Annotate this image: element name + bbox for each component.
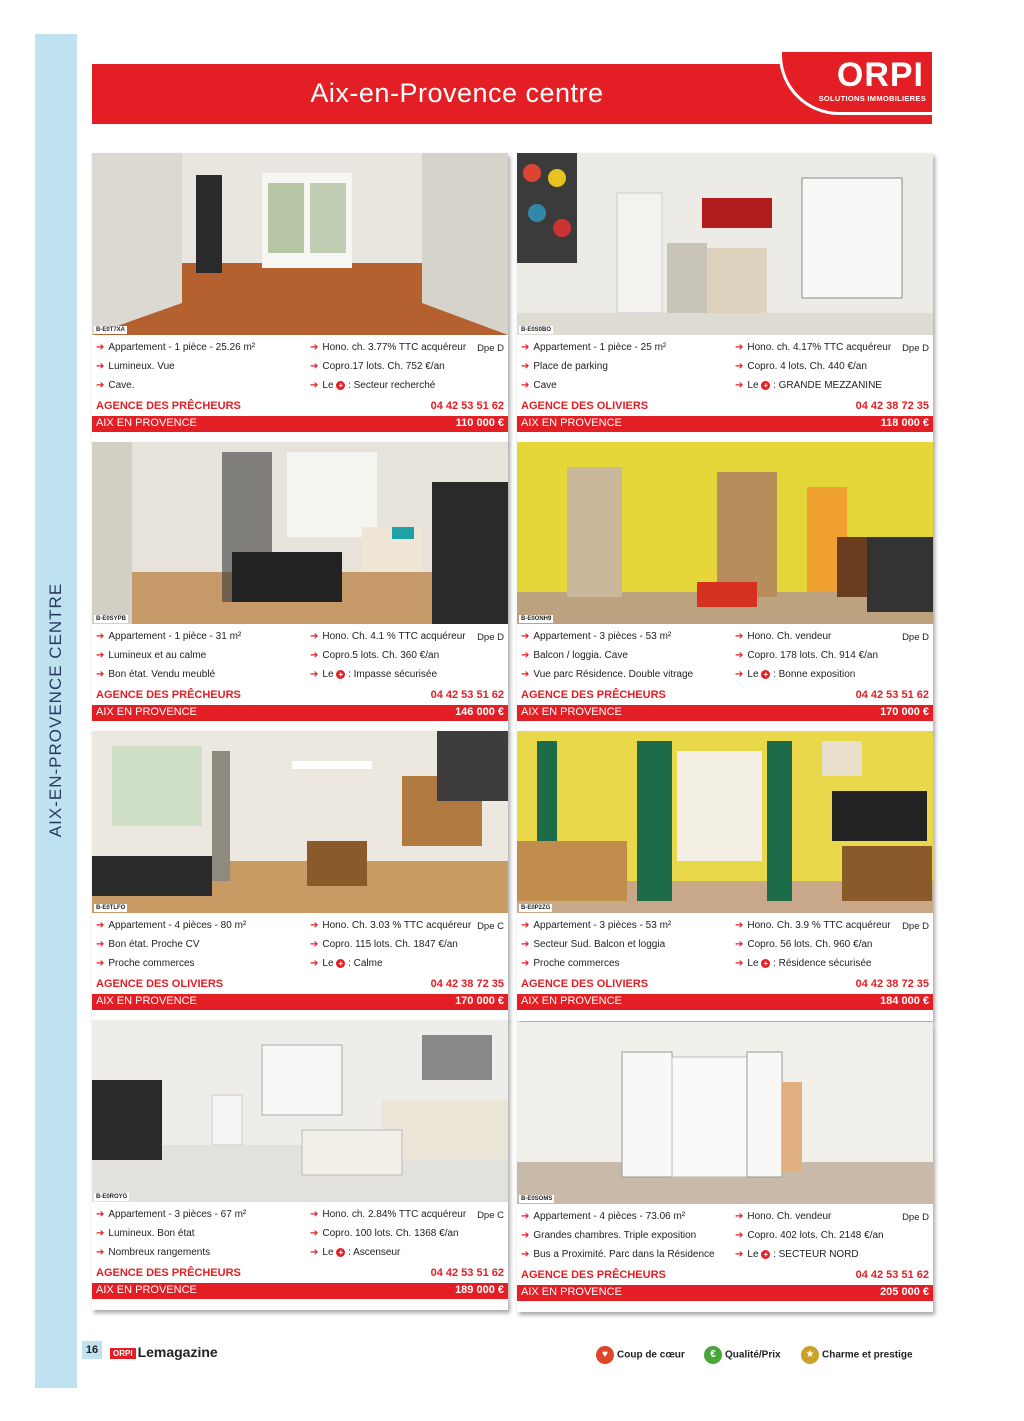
feature-text: Appartement - 4 pièces - 80 m² — [108, 920, 247, 931]
feature-right — [310, 939, 458, 950]
feature-text: Appartement - 3 pièces - 67 m² — [108, 1209, 247, 1220]
arrow-icon: ➔ — [310, 1247, 319, 1258]
feature-left — [521, 939, 665, 950]
arrow-icon: ➔ — [735, 650, 744, 661]
dpe-rating: Dpe D — [902, 921, 929, 932]
feature-left — [521, 650, 628, 661]
logo-subtitle: SOLUTIONS IMMOBILIERES — [818, 94, 926, 103]
logo-text: ORPI — [836, 56, 924, 94]
feature-right — [310, 361, 445, 372]
arrow-icon: ➔ — [96, 1209, 105, 1220]
feature-left — [521, 631, 671, 642]
plus-icon: + — [336, 959, 345, 968]
arrow-icon: ➔ — [310, 939, 319, 950]
feature-text: Bus a Proximité. Parc dans la Résidence — [533, 1249, 715, 1260]
feature-text: Copro.17 lots. Ch. 752 €/an — [322, 361, 445, 372]
agency-name: AGENCE DES PRÊCHEURS — [96, 689, 241, 701]
dpe-rating: Dpe D — [902, 632, 929, 643]
feature-text: : Bonne exposition — [773, 669, 856, 680]
listing-card[interactable] — [92, 442, 508, 732]
price-bar — [517, 705, 933, 721]
listing-ref: B-E0SYPB — [96, 616, 127, 622]
feature-left — [521, 669, 693, 680]
feature-text: Bon état. Proche CV — [108, 939, 200, 950]
feature-text: Hono. Ch. 3.9 % TTC acquéreur — [747, 920, 891, 931]
price-bar — [92, 1283, 508, 1299]
feature-text: Copro. 402 lots. Ch. 2148 €/an — [747, 1230, 884, 1241]
feature-right — [310, 342, 466, 353]
feature-right — [310, 958, 383, 969]
arrow-icon: ➔ — [735, 631, 744, 642]
price: 184 000 € — [880, 995, 929, 1007]
feature-right — [735, 939, 872, 950]
agency-phone[interactable]: 04 42 38 72 35 — [430, 978, 504, 990]
feature-text: Cave — [533, 380, 557, 391]
arrow-icon: ➔ — [521, 631, 530, 642]
plus-icon: + — [761, 1250, 770, 1259]
price-bar — [517, 994, 933, 1010]
price: 118 000 € — [880, 417, 929, 429]
arrow-icon: ➔ — [310, 631, 319, 642]
feature-text: Bon état. Vendu meublé — [108, 669, 216, 680]
feature-left — [521, 380, 557, 391]
feature-left — [96, 1228, 195, 1239]
legend-label: Qualité/Prix — [725, 1349, 781, 1361]
city: AIX EN PROVENCE — [521, 706, 622, 718]
feature-text: Appartement - 4 pièces - 73.06 m² — [533, 1211, 686, 1222]
arrow-icon: ➔ — [310, 1209, 319, 1220]
dpe-rating: Dpe D — [902, 1212, 929, 1223]
feature-text: Copro. 115 lots. Ch. 1847 €/an — [322, 939, 458, 950]
plus-icon: + — [761, 670, 770, 679]
feature-text: Hono. ch. 3.77% TTC acquéreur — [322, 342, 467, 353]
listing-card[interactable] — [517, 731, 933, 1021]
feature-left — [96, 669, 215, 680]
feature-left — [96, 342, 255, 353]
legend-label: Coup de cœur — [617, 1349, 685, 1361]
feature-left — [521, 361, 608, 372]
arrow-icon: ➔ — [521, 1249, 530, 1260]
le-plus-label: Le — [747, 1249, 759, 1260]
arrow-icon: ➔ — [521, 920, 530, 931]
agency-phone[interactable]: 04 42 38 72 35 — [855, 978, 929, 990]
price-bar — [92, 705, 508, 721]
feature-text: Cave. — [108, 380, 135, 391]
plus-icon: + — [336, 670, 345, 679]
arrow-icon: ➔ — [96, 939, 105, 950]
listing-ref: B-E0S0BO — [521, 327, 552, 333]
feature-text: Balcon / loggia. Cave — [533, 650, 628, 661]
feature-text: Vue parc Résidence. Double vitrage — [533, 669, 694, 680]
dpe-rating: Dpe C — [477, 1210, 504, 1221]
arrow-icon: ➔ — [310, 1228, 319, 1239]
feature-left — [96, 1209, 246, 1220]
feature-right — [310, 1228, 459, 1239]
listing-card[interactable] — [517, 153, 933, 443]
feature-text: : Secteur recherché — [348, 380, 436, 391]
feature-text: Proche commerces — [108, 958, 195, 969]
price: 146 000 € — [455, 706, 504, 718]
arrow-icon: ➔ — [521, 650, 530, 661]
agency-name: AGENCE DES OLIVIERS — [521, 400, 649, 412]
dpe-rating: Dpe D — [477, 343, 504, 354]
arrow-icon: ➔ — [96, 380, 105, 391]
arrow-icon: ➔ — [96, 920, 105, 931]
feature-text: Appartement - 1 pièce - 25.26 m² — [108, 342, 256, 353]
feature-text: : Ascenseur — [348, 1247, 401, 1258]
feature-right — [735, 669, 855, 680]
feature-left — [521, 1211, 685, 1222]
feature-text: Hono. Ch. 3.03 % TTC acquéreur — [322, 920, 472, 931]
listing-photo — [517, 153, 933, 335]
feature-right — [310, 631, 466, 642]
arrow-icon: ➔ — [521, 1230, 530, 1241]
listing-card[interactable] — [92, 153, 508, 443]
listing-ref: B-E0SOMS — [521, 1196, 553, 1202]
agency-phone[interactable]: 04 42 38 72 35 — [855, 400, 929, 412]
feature-right — [735, 361, 867, 372]
city: AIX EN PROVENCE — [521, 417, 622, 429]
arrow-icon: ➔ — [735, 361, 744, 372]
feature-left — [96, 650, 206, 661]
sidebar-title: AIX-EN-PROVENCE CENTRE — [46, 582, 65, 838]
listing-card[interactable] — [517, 442, 933, 732]
city: AIX EN PROVENCE — [96, 995, 197, 1007]
listing-photo — [517, 731, 933, 913]
house-heart-icon: ♥ — [596, 1346, 614, 1364]
city: AIX EN PROVENCE — [521, 1286, 622, 1298]
feature-text: Copro. 56 lots. Ch. 960 €/an — [747, 939, 873, 950]
le-plus-label: Le — [747, 669, 759, 680]
feature-text: : Calme — [348, 958, 383, 969]
arrow-icon: ➔ — [96, 1247, 105, 1258]
arrow-icon: ➔ — [96, 631, 105, 642]
le-plus-label: Le — [322, 1247, 334, 1258]
feature-text: Appartement - 3 pièces - 53 m² — [533, 920, 672, 931]
feature-right — [735, 1249, 859, 1260]
agency-name: AGENCE DES OLIVIERS — [521, 978, 649, 990]
arrow-icon: ➔ — [96, 361, 105, 372]
legend-item — [801, 1346, 913, 1364]
arrow-icon: ➔ — [96, 669, 105, 680]
feature-left — [521, 342, 666, 353]
feature-text: Appartement - 3 pièces - 53 m² — [533, 631, 672, 642]
feature-right — [310, 669, 437, 680]
agency-phone[interactable]: 04 42 53 51 62 — [855, 1269, 929, 1281]
le-plus-label: Le — [747, 380, 759, 391]
arrow-icon: ➔ — [735, 380, 744, 391]
le-plus-label: Le — [322, 669, 334, 680]
arrow-icon: ➔ — [521, 939, 530, 950]
agency-name: AGENCE DES PRÊCHEURS — [96, 1267, 241, 1279]
arrow-icon: ➔ — [521, 958, 530, 969]
feature-text: Grandes chambres. Triple exposition — [533, 1230, 697, 1241]
price: 170 000 € — [880, 706, 929, 718]
feature-text: Copro.5 lots. Ch. 360 €/an — [322, 650, 440, 661]
arrow-icon: ➔ — [521, 361, 530, 372]
arrow-icon: ➔ — [96, 342, 105, 353]
dpe-rating: Dpe D — [902, 343, 929, 354]
feature-text: Copro. 178 lots. Ch. 914 €/an — [747, 650, 879, 661]
le-plus-label: Le — [322, 380, 334, 391]
arrow-icon: ➔ — [735, 1249, 744, 1260]
feature-text: : Résidence sécurisée — [773, 958, 872, 969]
feature-right — [310, 1247, 400, 1258]
feature-left — [96, 631, 241, 642]
price: 110 000 € — [455, 417, 504, 429]
agency-name: AGENCE DES PRÊCHEURS — [96, 400, 241, 412]
le-plus-label: Le — [322, 958, 334, 969]
feature-text: Lumineux. Bon état — [108, 1228, 195, 1239]
price: 205 000 € — [880, 1286, 929, 1298]
listing-photo — [92, 731, 508, 913]
feature-right — [735, 650, 878, 661]
price-bar — [92, 416, 508, 432]
feature-text: Lumineux et au calme — [108, 650, 207, 661]
feature-text: Nombreux rangements — [108, 1247, 211, 1258]
listing-card[interactable] — [517, 1022, 933, 1312]
feature-text: Secteur Sud. Balcon et loggia — [533, 939, 666, 950]
page-number: 16 — [82, 1341, 102, 1359]
city: AIX EN PROVENCE — [521, 995, 622, 1007]
feature-left — [521, 920, 671, 931]
price-bar — [517, 1285, 933, 1301]
arrow-icon: ➔ — [735, 342, 744, 353]
arrow-icon: ➔ — [96, 1228, 105, 1239]
arrow-icon: ➔ — [310, 958, 319, 969]
arrow-icon: ➔ — [521, 669, 530, 680]
magazine-brand — [110, 1344, 218, 1360]
feature-right — [310, 650, 439, 661]
arrow-icon: ➔ — [735, 669, 744, 680]
feature-text: Hono. ch. 4.17% TTC acquéreur — [747, 342, 892, 353]
arrow-icon: ➔ — [96, 958, 105, 969]
arrow-icon: ➔ — [521, 380, 530, 391]
arrow-icon: ➔ — [521, 1211, 530, 1222]
feature-left — [96, 361, 175, 372]
feature-right — [735, 380, 882, 391]
agency-name: AGENCE DES PRÊCHEURS — [521, 1269, 666, 1281]
city: AIX EN PROVENCE — [96, 1284, 197, 1296]
feature-text: Hono. Ch. vendeur — [747, 1211, 832, 1222]
feature-right — [310, 380, 435, 391]
arrow-icon: ➔ — [735, 920, 744, 931]
feature-right — [735, 1211, 831, 1222]
listing-photo — [92, 442, 508, 624]
dpe-rating: Dpe D — [477, 632, 504, 643]
feature-text: Hono. Ch. vendeur — [747, 631, 832, 642]
listing-ref: B-E0ROYG — [96, 1194, 128, 1200]
plus-icon: + — [761, 381, 770, 390]
brand-badge: ORPI — [110, 1348, 136, 1359]
price: 189 000 € — [455, 1284, 504, 1296]
city: AIX EN PROVENCE — [96, 706, 197, 718]
price-bar — [92, 994, 508, 1010]
arrow-icon: ➔ — [310, 920, 319, 931]
agency-name: AGENCE DES OLIVIERS — [96, 978, 224, 990]
feature-text: Copro. 100 lots. Ch. 1368 €/an — [322, 1228, 459, 1239]
listing-ref: B-E0P2ZG — [521, 905, 551, 911]
feature-right — [310, 920, 471, 931]
legend-item — [596, 1346, 685, 1364]
feature-text: Appartement - 1 pièce - 31 m² — [108, 631, 242, 642]
agency-phone[interactable]: 04 42 53 51 62 — [430, 400, 504, 412]
listing-ref: B-E0TLFO — [96, 905, 126, 911]
feature-left — [521, 958, 620, 969]
feature-right — [310, 1209, 466, 1220]
agency-phone[interactable]: 04 42 53 51 62 — [430, 1267, 504, 1279]
arrow-icon: ➔ — [310, 361, 319, 372]
arrow-icon: ➔ — [310, 342, 319, 353]
brand-name: Lemagazine — [137, 1344, 218, 1360]
arrow-icon: ➔ — [735, 939, 744, 950]
feature-left — [96, 939, 200, 950]
feature-left — [96, 1247, 210, 1258]
feature-right — [735, 342, 891, 353]
arrow-icon: ➔ — [735, 1211, 744, 1222]
house-prestige-icon: ★ — [801, 1346, 819, 1364]
feature-left — [96, 920, 246, 931]
arrow-icon: ➔ — [735, 958, 744, 969]
arrow-icon: ➔ — [310, 380, 319, 391]
feature-text: Copro. 4 lots. Ch. 440 €/an — [747, 361, 867, 372]
feature-left — [521, 1249, 715, 1260]
agency-name: AGENCE DES PRÊCHEURS — [521, 689, 666, 701]
arrow-icon: ➔ — [735, 1230, 744, 1241]
feature-text: Proche commerces — [533, 958, 620, 969]
feature-left — [96, 958, 195, 969]
price-bar — [517, 416, 933, 432]
feature-text: : GRANDE MEZZANINE — [773, 380, 882, 391]
feature-text: : SECTEUR NORD — [773, 1249, 859, 1260]
feature-right — [735, 920, 891, 931]
listing-ref: B-E0ONH9 — [521, 616, 552, 622]
feature-right — [735, 1230, 884, 1241]
house-quality-icon: € — [704, 1346, 722, 1364]
plus-icon: + — [336, 1248, 345, 1257]
plus-icon: + — [336, 381, 345, 390]
feature-text: Hono. ch. 2.84% TTC acquéreur — [322, 1209, 467, 1220]
feature-text: : Impasse sécurisée — [348, 669, 438, 680]
listing-photo — [92, 153, 508, 335]
listing-card[interactable] — [92, 1020, 508, 1310]
listing-card[interactable] — [92, 731, 508, 1021]
plus-icon: + — [761, 959, 770, 968]
feature-left — [96, 380, 135, 391]
legend-label: Charme et prestige — [822, 1349, 913, 1361]
arrow-icon: ➔ — [521, 342, 530, 353]
page-header — [92, 56, 932, 124]
page-title: Aix-en-Provence centre — [310, 78, 604, 108]
feature-text: Place de parking — [533, 361, 608, 372]
arrow-icon: ➔ — [310, 669, 319, 680]
feature-left — [521, 1230, 696, 1241]
price: 170 000 € — [455, 995, 504, 1007]
listing-photo — [517, 1022, 933, 1204]
dpe-rating: Dpe C — [477, 921, 504, 932]
arrow-icon: ➔ — [310, 650, 319, 661]
listing-photo — [92, 1020, 508, 1202]
listing-photo — [517, 442, 933, 624]
city: AIX EN PROVENCE — [96, 417, 197, 429]
arrow-icon: ➔ — [96, 650, 105, 661]
listing-ref: B-E0T7XA — [96, 327, 126, 333]
feature-right — [735, 631, 831, 642]
agency-phone[interactable]: 04 42 53 51 62 — [430, 689, 504, 701]
le-plus-label: Le — [747, 958, 759, 969]
legend-item — [704, 1346, 781, 1364]
agency-phone[interactable]: 04 42 53 51 62 — [855, 689, 929, 701]
feature-right — [735, 958, 871, 969]
feature-text: Appartement - 1 pièce - 25 m² — [533, 342, 667, 353]
feature-text: Lumineux. Vue — [108, 361, 175, 372]
feature-text: Hono. Ch. 4.1 % TTC acquéreur — [322, 631, 466, 642]
